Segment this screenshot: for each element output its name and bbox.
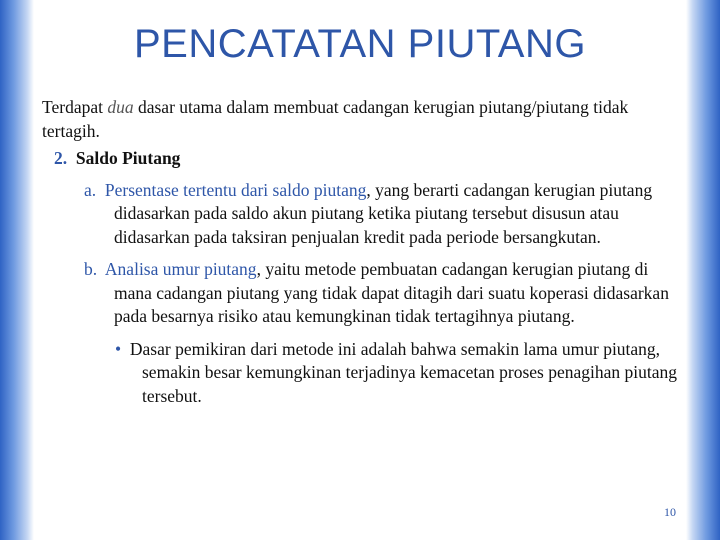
item-a-text: , yang berarti cadangan kerugian piutang didasarkan pada saldo akun piutang ketika piutang tersebut disusun atau didasarkan pada taksiran penjualan kredit pada periode bersangkutan.: [114, 179, 653, 247]
item-b-highlight: Analisa umur piutang: [104, 259, 257, 279]
slide-body: [42, 96, 682, 408]
item-a-marker: a.: [84, 179, 97, 200]
section-number: 2.: [54, 148, 68, 168]
bullet-dot-icon: •: [115, 338, 122, 359]
section-title: Saldo Piutang: [75, 148, 181, 168]
intro-before: Terdapat: [42, 97, 108, 117]
bullet-text: Dasar pemikiran dari metode ini adalah bahwa semakin lama umur piutang, semakin besar kemungkinan terjadinya kemacetan proses penagihan piutang tersebut.: [129, 338, 678, 406]
right-gradient-frame: [686, 0, 720, 540]
intro-emphasis: dua: [107, 97, 134, 117]
slide-title: PENCATATAN PIUTANG: [134, 22, 586, 66]
left-gradient-frame: [0, 0, 34, 540]
intro-paragraph: [42, 96, 682, 143]
intro-after: dasar utama dalam membuat cadangan kerugian piutang/piutang tidak tertagih.: [42, 97, 629, 141]
page-number: 10: [664, 505, 676, 519]
item-a-highlight: Persentase tertentu dari saldo piutang: [104, 179, 367, 200]
item-b-text: , yaitu metode pembuatan cadangan kerugian piutang di mana cadangan piutang yang tidak dapat ditagih dari suatu koperasi didasarkan pada besarnya risiko atau kemungkinan tidak tertagihnya piutang.: [114, 259, 669, 326]
sub-bullet: [42, 338, 682, 409]
section-heading: [42, 147, 682, 171]
item-b-marker: b.: [84, 259, 98, 279]
list-item-b: [42, 258, 682, 329]
list-item-a: [42, 179, 682, 250]
